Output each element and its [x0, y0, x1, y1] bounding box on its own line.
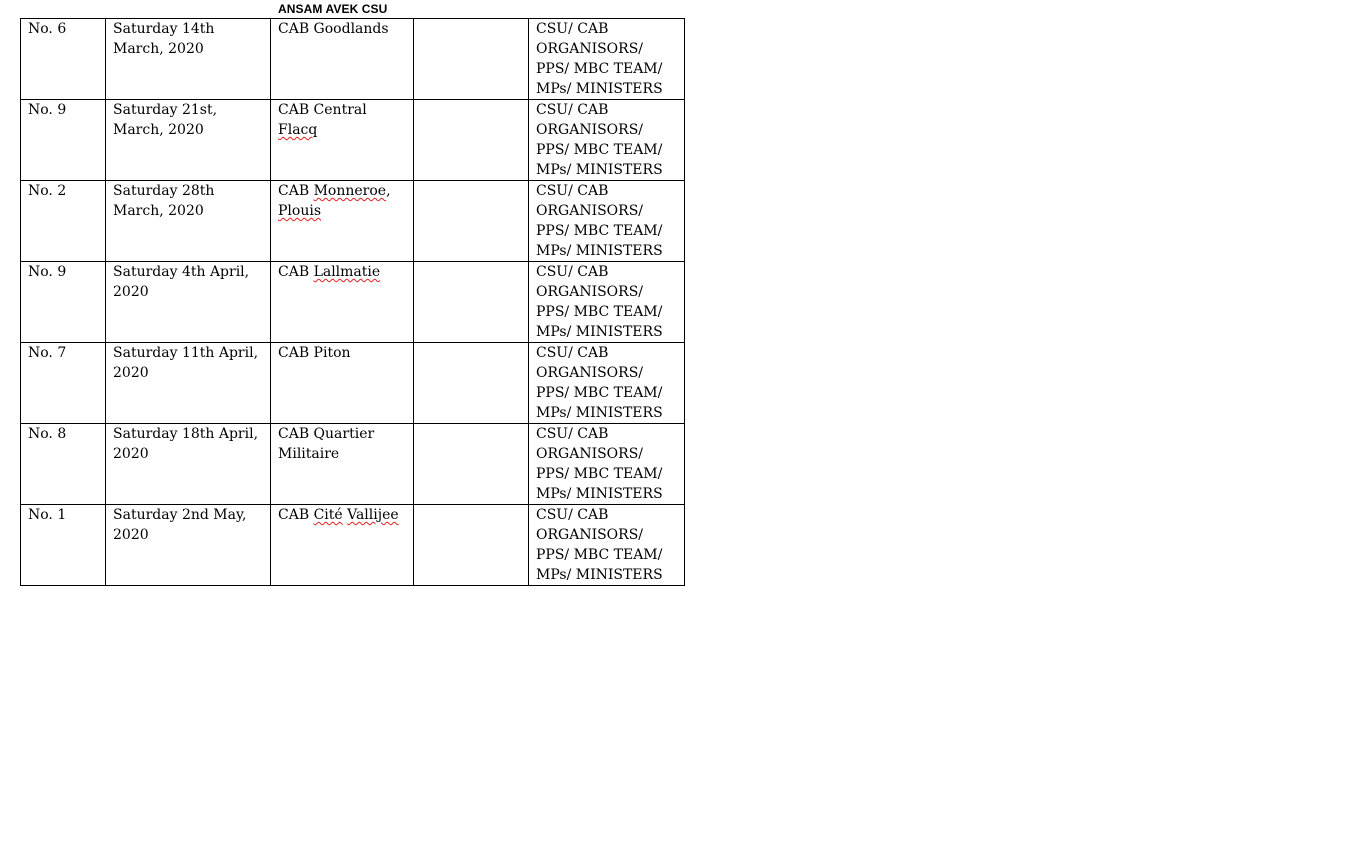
event-date: Saturday 11th April, 2020 — [113, 345, 259, 381]
event-date: Saturday 21st, March, 2020 — [113, 102, 218, 138]
venue-text: CAB Goodlands — [278, 21, 389, 37]
venue-cell — [271, 343, 414, 424]
spellcheck-flagged-word: Monneroe — [313, 183, 387, 199]
venue-cell — [271, 19, 414, 100]
constituency-number-cell — [21, 262, 106, 343]
venue-separator: , — [386, 183, 391, 199]
participants-cell — [529, 505, 685, 586]
participants-text: CSU/ CAB ORGANISORS/ PPS/ MBC TEAM/ MPs/ MINISTERS — [536, 426, 663, 502]
constituency-number-cell — [21, 100, 106, 181]
constituency-number: No. 6 — [28, 21, 67, 37]
constituency-number: No. 9 — [28, 102, 67, 118]
venue-cell — [271, 181, 414, 262]
venue-cell — [271, 262, 414, 343]
constituency-number: No. 2 — [28, 183, 67, 199]
participants-text: CSU/ CAB ORGANISORS/ PPS/ MBC TEAM/ MPs/ MINISTERS — [536, 183, 663, 259]
date-cell — [106, 262, 271, 343]
venue-cell — [271, 100, 414, 181]
constituency-number-cell — [21, 505, 106, 586]
event-date: Saturday 4th April, 2020 — [113, 264, 250, 300]
constituency-number-cell — [21, 19, 106, 100]
empty-cell — [414, 262, 529, 343]
venue-text: CAB — [278, 183, 314, 199]
table-row — [21, 505, 685, 586]
table-row — [21, 262, 685, 343]
constituency-number: No. 7 — [28, 345, 67, 361]
event-date: Saturday 18th April, 2020 — [113, 426, 259, 462]
participants-text: CSU/ CAB ORGANISORS/ PPS/ MBC TEAM/ MPs/ MINISTERS — [536, 345, 663, 421]
venue-text: CAB Piton — [278, 345, 351, 361]
event-date: Saturday 14th March, 2020 — [113, 21, 215, 57]
constituency-number-cell — [21, 181, 106, 262]
participants-cell — [529, 343, 685, 424]
event-date: Saturday 28th March, 2020 — [113, 183, 215, 219]
date-cell — [106, 343, 271, 424]
table-row — [21, 100, 685, 181]
participants-cell — [529, 262, 685, 343]
participants-cell — [529, 424, 685, 505]
venue-cell — [271, 424, 414, 505]
schedule-table — [20, 18, 685, 586]
table-row — [21, 19, 685, 100]
table-row — [21, 181, 685, 262]
constituency-number-cell — [21, 343, 106, 424]
participants-cell — [529, 100, 685, 181]
venue-text: CAB — [278, 507, 314, 523]
participants-text: CSU/ CAB ORGANISORS/ PPS/ MBC TEAM/ MPs/ MINISTERS — [536, 507, 663, 583]
venue-text: CAB Central — [278, 102, 367, 118]
date-cell — [106, 100, 271, 181]
venue-cell — [271, 505, 414, 586]
constituency-number: No. 8 — [28, 426, 67, 442]
venue-text: CAB Quartier Militaire — [278, 426, 375, 462]
spellcheck-flagged-word: Vallijee — [347, 507, 399, 523]
empty-cell — [414, 100, 529, 181]
spellcheck-flagged-word: Lallmatie — [313, 264, 381, 280]
spellcheck-flagged-word: Flacq — [278, 122, 318, 138]
participants-cell — [529, 19, 685, 100]
spellcheck-flagged-word: Cité — [313, 507, 343, 523]
table-row — [21, 343, 685, 424]
participants-text: CSU/ CAB ORGANISORS/ PPS/ MBC TEAM/ MPs/ MINISTERS — [536, 264, 663, 340]
date-cell — [106, 424, 271, 505]
date-cell — [106, 181, 271, 262]
date-cell — [106, 505, 271, 586]
constituency-number-cell — [21, 424, 106, 505]
participants-text: CSU/ CAB ORGANISORS/ PPS/ MBC TEAM/ MPs/ MINISTERS — [536, 21, 663, 97]
constituency-number: No. 1 — [28, 507, 67, 523]
empty-cell — [414, 19, 529, 100]
empty-cell — [414, 343, 529, 424]
document-title: ANSAM AVEK CSU — [278, 2, 388, 16]
empty-cell — [414, 505, 529, 586]
constituency-number: No. 9 — [28, 264, 67, 280]
spellcheck-flagged-word: Plouis — [278, 203, 322, 219]
participants-text: CSU/ CAB ORGANISORS/ PPS/ MBC TEAM/ MPs/ MINISTERS — [536, 102, 663, 178]
table-row — [21, 424, 685, 505]
participants-cell — [529, 181, 685, 262]
event-date: Saturday 2nd May, 2020 — [113, 507, 247, 543]
empty-cell — [414, 424, 529, 505]
date-cell — [106, 19, 271, 100]
empty-cell — [414, 181, 529, 262]
venue-text: CAB — [278, 264, 314, 280]
